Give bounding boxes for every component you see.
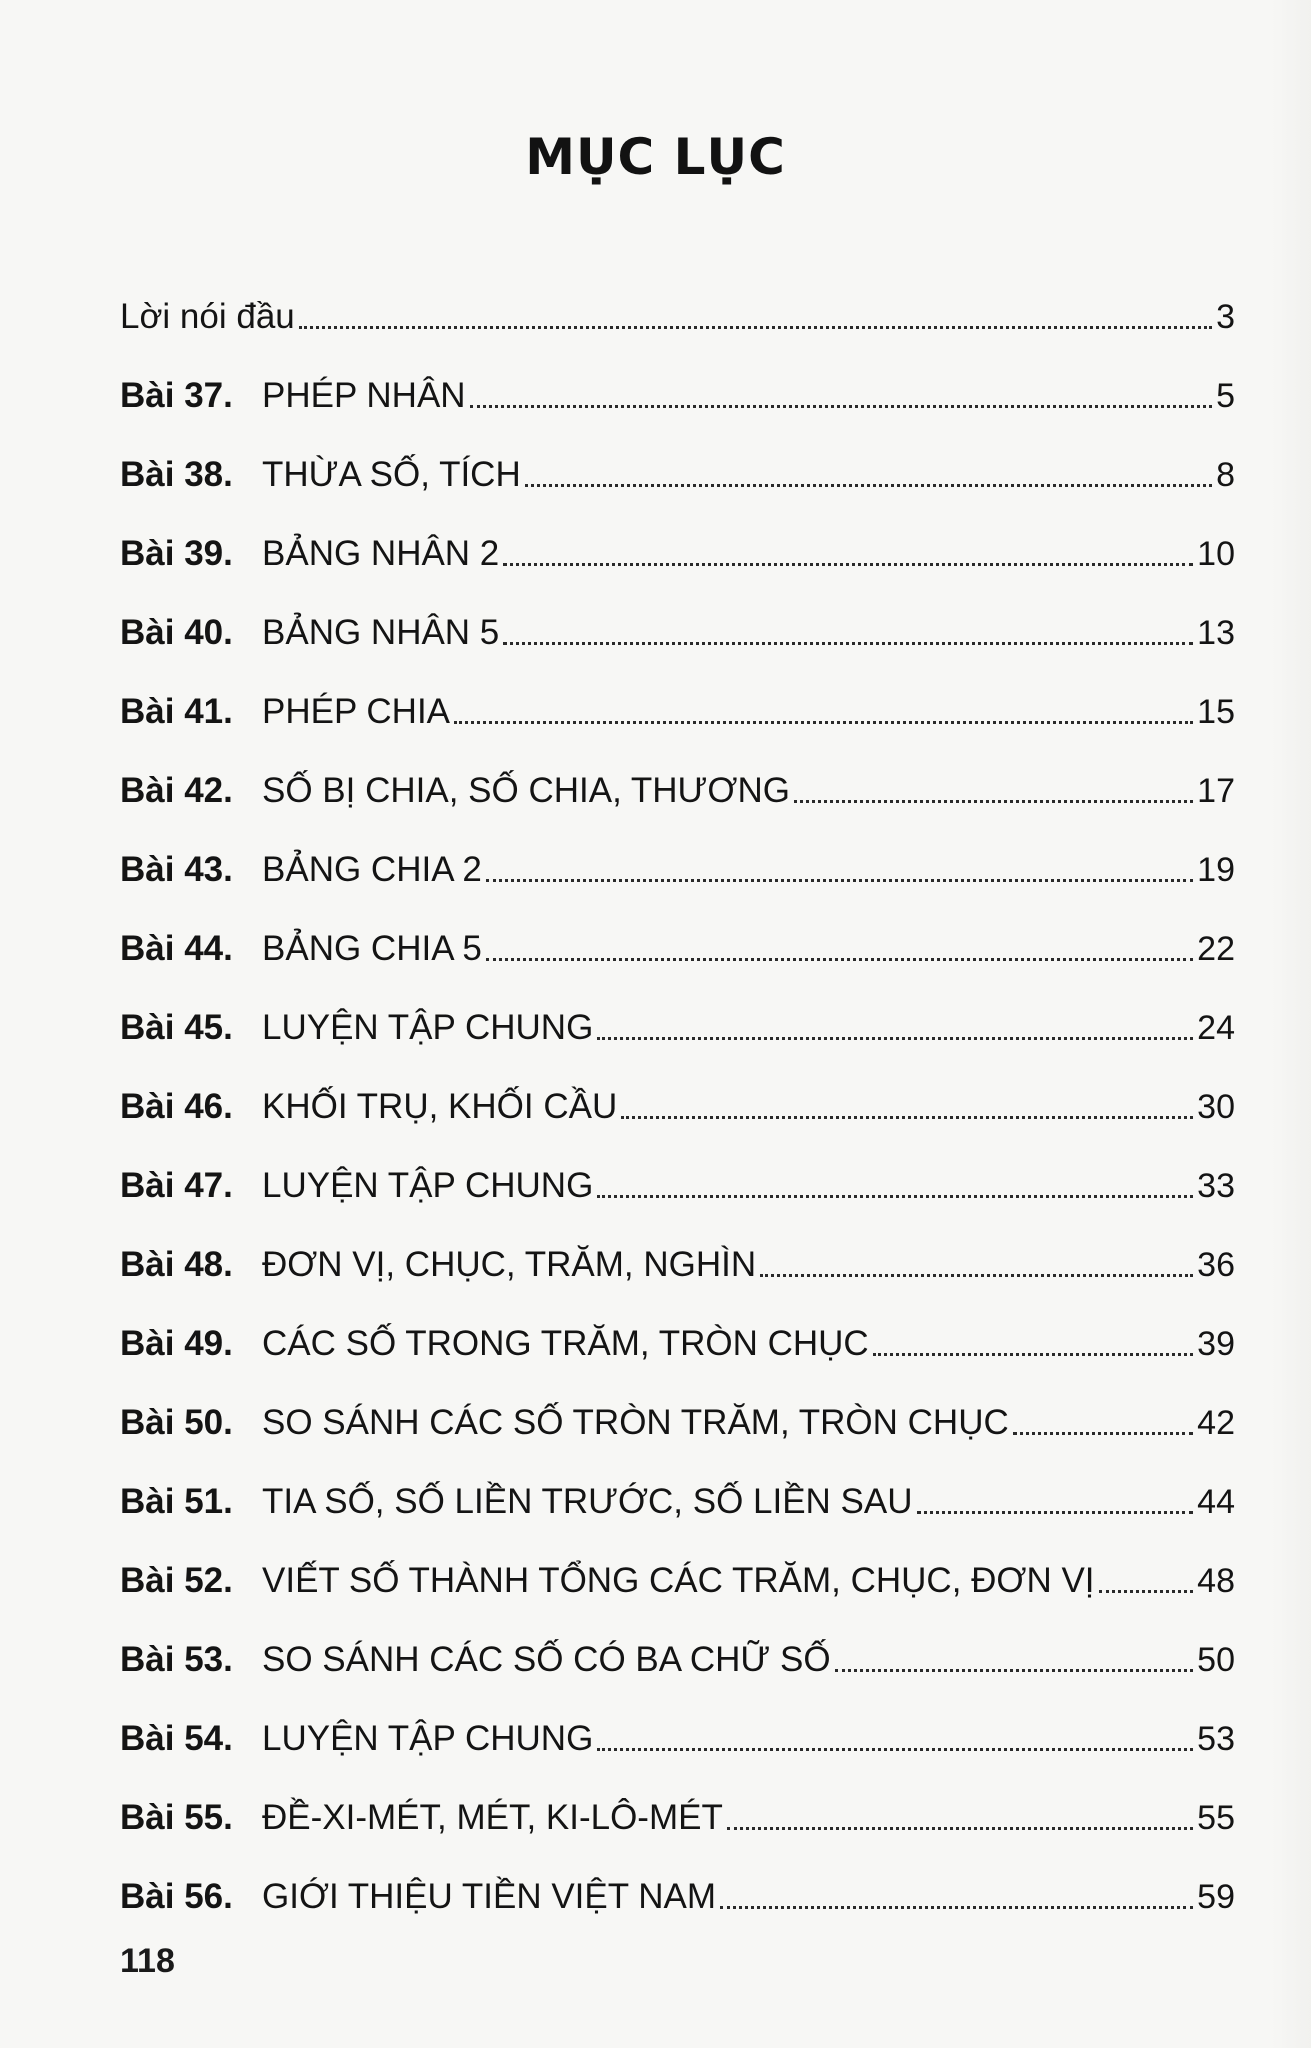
- toc-entry-title: Lời nói đầu: [120, 297, 295, 336]
- toc-entry: [120, 1206, 1235, 1285]
- dot-leader: [597, 1195, 1193, 1198]
- toc-entry-page: 42: [1197, 1404, 1235, 1442]
- toc-entry-page: 39: [1197, 1325, 1235, 1363]
- toc-entry-number: Bài 44.: [120, 929, 233, 968]
- toc-entry-number: Bài 41.: [120, 692, 233, 731]
- toc-entry: [120, 1364, 1235, 1443]
- toc-entry-page: 48: [1197, 1562, 1235, 1600]
- toc-entry-page: 3: [1216, 298, 1235, 336]
- dot-leader: [486, 958, 1193, 961]
- toc-entry: [120, 1680, 1235, 1759]
- toc-entry-page: 53: [1197, 1720, 1235, 1758]
- toc-entry-page: 59: [1197, 1878, 1235, 1916]
- toc-entry-title: ĐƠN VỊ, CHỤC, TRĂM, NGHÌN: [262, 1245, 757, 1284]
- toc-entry-page: 22: [1197, 930, 1235, 968]
- toc-entry-title: BẢNG CHIA 2: [262, 850, 482, 889]
- toc-entry-page: 8: [1216, 456, 1235, 494]
- toc-entry-number: Bài 45.: [120, 1008, 233, 1047]
- toc-entry-page: 19: [1197, 851, 1235, 889]
- toc-entry-number: Bài 46.: [120, 1087, 233, 1126]
- toc-entry-page: 36: [1197, 1246, 1235, 1284]
- toc-entry-title: SO SÁNH CÁC SỐ CÓ BA CHỮ SỐ: [262, 1640, 831, 1679]
- dot-leader: [486, 879, 1193, 882]
- toc-entry: [120, 337, 1235, 416]
- dot-leader: [835, 1669, 1194, 1672]
- toc-entry: [120, 969, 1235, 1048]
- toc-entry: [120, 811, 1235, 890]
- dot-leader: [917, 1511, 1194, 1514]
- toc-entry-title: BẢNG NHÂN 5: [262, 613, 500, 652]
- dot-leader: [597, 1748, 1193, 1751]
- toc-entry: [120, 1127, 1235, 1206]
- toc-entry-number: Bài 47.: [120, 1166, 233, 1205]
- toc-entry-title: CÁC SỐ TRONG TRĂM, TRÒN CHỤC: [262, 1324, 869, 1363]
- toc-entry-number: Bài 50.: [120, 1403, 233, 1442]
- toc-entry: [120, 1443, 1235, 1522]
- toc-entry-number: Bài 49.: [120, 1324, 233, 1363]
- toc-entry-number: Bài 56.: [120, 1877, 233, 1916]
- toc-entry-number: Bài 48.: [120, 1245, 233, 1284]
- dot-leader: [503, 642, 1193, 645]
- toc-entry-title: PHÉP NHÂN: [262, 376, 466, 415]
- toc-entry-title: TIA SỐ, SỐ LIỀN TRƯỚC, SỐ LIỀN SAU: [262, 1482, 913, 1521]
- dot-leader: [503, 563, 1193, 566]
- dot-leader: [621, 1116, 1193, 1119]
- toc-entry-title: SỐ BỊ CHIA, SỐ CHIA, THƯƠNG: [262, 771, 790, 810]
- toc-entry-title: VIẾT SỐ THÀNH TỔNG CÁC TRĂM, CHỤC, ĐƠN VỊ: [262, 1561, 1095, 1600]
- toc-entry-page: 5: [1216, 377, 1235, 415]
- toc-entry: [120, 653, 1235, 732]
- toc-entry-title: KHỐI TRỤ, KHỐI CẦU: [262, 1087, 618, 1126]
- dot-leader: [470, 405, 1213, 408]
- toc-entry-title: LUYỆN TẬP CHUNG: [262, 1719, 594, 1758]
- toc-entry-number: Bài 54.: [120, 1719, 233, 1758]
- toc-entry-number: Bài 53.: [120, 1640, 233, 1679]
- toc-entry-number: Bài 38.: [120, 455, 233, 494]
- toc-entry: [120, 890, 1235, 969]
- toc-entry-number: Bài 42.: [120, 771, 233, 810]
- toc-entry: [120, 1838, 1235, 1917]
- dot-leader: [720, 1906, 1193, 1909]
- dot-leader: [454, 721, 1193, 724]
- toc-entry-number: Bài 52.: [120, 1561, 233, 1600]
- toc-entry-page: 50: [1197, 1641, 1235, 1679]
- toc-entry-title: BẢNG CHIA 5: [262, 929, 482, 968]
- page-title: MỤC LỤC: [525, 128, 786, 186]
- toc-entry-page: 30: [1197, 1088, 1235, 1126]
- toc-entry-page: 44: [1197, 1483, 1235, 1521]
- toc-entry-title: LUYỆN TẬP CHUNG: [262, 1166, 594, 1205]
- toc-entry-page: 15: [1197, 693, 1235, 731]
- dot-leader: [1099, 1590, 1194, 1593]
- toc-entry-title: LUYỆN TẬP CHUNG: [262, 1008, 594, 1047]
- dot-leader: [760, 1274, 1193, 1277]
- toc-entry-title: BẢNG NHÂN 2: [262, 534, 500, 573]
- table-of-contents: [120, 258, 1235, 1917]
- toc-entry-number: Bài 40.: [120, 613, 233, 652]
- toc-entry-page: 10: [1197, 535, 1235, 573]
- dot-leader: [1013, 1432, 1193, 1435]
- page-edge-shadow: [1271, 0, 1311, 2048]
- toc-entry-title: ĐỀ-XI-MÉT, MÉT, KI-LÔ-MÉT: [262, 1798, 723, 1837]
- dot-leader: [597, 1037, 1193, 1040]
- toc-entry-number: Bài 55.: [120, 1798, 233, 1837]
- toc-entry: [120, 574, 1235, 653]
- toc-entry: [120, 1048, 1235, 1127]
- toc-entry-page: 33: [1197, 1167, 1235, 1205]
- toc-entry-page: 17: [1197, 772, 1235, 810]
- toc-entry: [120, 1522, 1235, 1601]
- toc-entry-number: Bài 37.: [120, 376, 233, 415]
- toc-entry: [120, 416, 1235, 495]
- toc-entry-number: Bài 39.: [120, 534, 233, 573]
- dot-leader: [525, 484, 1212, 487]
- dot-leader: [794, 800, 1193, 803]
- toc-entry-page: 24: [1197, 1009, 1235, 1047]
- toc-entry-page: 55: [1197, 1799, 1235, 1837]
- toc-entry: [120, 1601, 1235, 1680]
- toc-entry: [120, 495, 1235, 574]
- dot-leader: [299, 326, 1212, 329]
- toc-entry-number: Bài 43.: [120, 850, 233, 889]
- dot-leader: [727, 1827, 1193, 1830]
- toc-entry: [120, 1759, 1235, 1838]
- toc-entry-title: PHÉP CHIA: [262, 692, 451, 731]
- toc-entry-title: THỪA SỐ, TÍCH: [262, 455, 521, 494]
- toc-entry-number: Bài 51.: [120, 1482, 233, 1521]
- dot-leader: [873, 1353, 1193, 1356]
- page-number: 118: [120, 1942, 175, 1980]
- toc-entry: [120, 258, 1235, 337]
- toc-entry-title: GIỚI THIỆU TIỀN VIỆT NAM: [262, 1877, 716, 1916]
- toc-entry-title: SO SÁNH CÁC SỐ TRÒN TRĂM, TRÒN CHỤC: [262, 1403, 1009, 1442]
- toc-entry: [120, 1285, 1235, 1364]
- toc-entry-page: 13: [1197, 614, 1235, 652]
- toc-entry: [120, 732, 1235, 811]
